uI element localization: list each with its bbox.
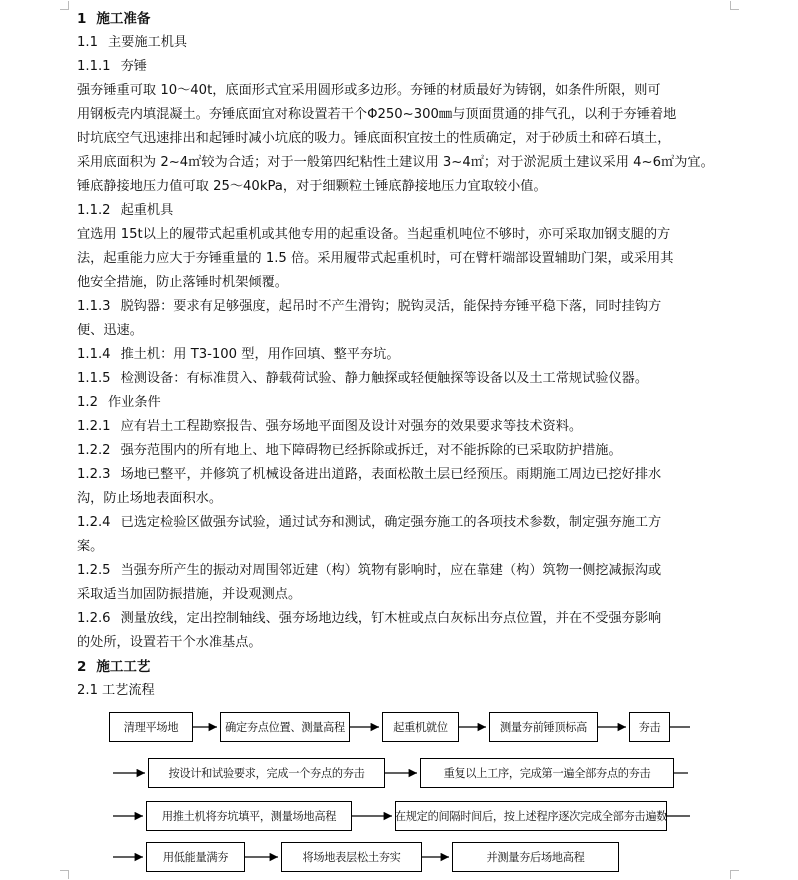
section-title: 施工准备 <box>96 11 151 27</box>
numbered-item <box>77 467 757 483</box>
paragraph-line: 采用底面积为 2~4㎡较为合适；对于一般第四纪粘性土建议用 3~4㎡；对于淤泥质土建议采用 4~6㎡为宜。 <box>77 155 714 170</box>
section-number: 1.2.6 <box>77 611 111 626</box>
section-number: 1.1.2 <box>77 203 111 218</box>
numbered-item <box>77 563 757 579</box>
flow-step-compact-surface: 将场地表层松土夯实 <box>281 842 422 872</box>
section-number: 1.1.3 <box>77 299 111 314</box>
page-corner-mark <box>60 1 69 10</box>
section-title: 夯锤 <box>120 59 147 74</box>
numbered-item <box>77 515 757 531</box>
numbered-item <box>77 419 757 435</box>
section-number: 1.2.1 <box>77 419 111 434</box>
item-text: 已选定检验区做强夯试验，通过试夯和测试，确定强夯施工的各项技术参数，制定强夯施工方 <box>120 515 662 530</box>
flow-step-complete-point: 按设计和试验要求，完成一个夯点的夯击 <box>148 758 385 788</box>
section-number: 1.1.1 <box>77 59 111 74</box>
page-corner-mark <box>730 1 739 10</box>
flow-step-all-passes: 在规定的间隔时间后，按上述程序逐次完成全部夯击遍数 <box>395 801 667 831</box>
section-title: 施工工艺 <box>96 659 151 675</box>
section-title: 起重机具 <box>120 203 174 218</box>
numbered-item <box>77 299 757 315</box>
item-text: 测量放线，定出控制轴线、强夯场地边线，钉木桩或点白灰标出夯点位置，并在不受强夯影响 <box>120 611 662 626</box>
subsection-heading <box>77 203 757 219</box>
item-text: 推土机：用 T3-100 型，用作回填、整平夯坑。 <box>120 347 400 362</box>
item-text: 检测设备：有标准贯入、静载荷试验、静力触探或轻便触探等设备以及土工常规试验仪器。 <box>120 371 649 386</box>
section-number: 1.2 <box>77 395 98 410</box>
section-title: 作业条件 <box>107 395 161 410</box>
section-number: 1.1.5 <box>77 371 111 386</box>
section-heading <box>77 11 757 27</box>
subsection-heading <box>77 59 757 75</box>
flow-step-fill-crater: 用推土机将夯坑填平，测量场地高程 <box>146 801 352 831</box>
item-text: 当强夯所产生的振动对周围邻近建（构）筑物有影响时，应在靠建（构）筑物一侧挖减振沟或 <box>120 563 662 578</box>
paragraph-line: 锤底静接地压力值可取 25～40kPa，对于细颗粒土锤底静接地压力宜取较小值。 <box>77 179 547 194</box>
flow-step-measure-top: 测量夯前锤顶标高 <box>489 712 598 742</box>
subsection-heading <box>77 395 757 411</box>
flow-step-measure-after: 并测量夯后场地高程 <box>452 842 619 872</box>
flow-step-clear-site: 清理平场地 <box>109 712 193 742</box>
paragraph-line: 强夯锤重可取 10～40t，底面形式宜采用圆形或多边形。夯锤的材质最好为铸钢，如条件所限，则可 <box>77 83 661 98</box>
paragraph-line: 法，起重能力应大于夯锤重量的 1.5 倍。采用履带式起重机时，可在臂杆端部设置辅助门架，或采用其 <box>77 251 674 266</box>
paragraph-line: 案。 <box>77 539 104 554</box>
subsection-heading <box>77 683 757 699</box>
paragraph-line: 时坑底空气迅速排出和起锤时减小坑底的吸力。锤底面积宜按土的性质确定，对于砂质土和碎石填土， <box>77 131 671 146</box>
paragraph-line: 沟，防止场地表面积水。 <box>77 491 223 506</box>
flow-step-tamp: 夯击 <box>629 712 670 742</box>
paragraph-line: 便、迅速。 <box>77 323 143 338</box>
paragraph-line: 他安全措施，防止落锤时机架倾覆。 <box>77 275 288 290</box>
section-number: 2.1 <box>77 683 98 698</box>
section-number: 1.2.2 <box>77 443 111 458</box>
item-text: 脱钩器：要求有足够强度，起吊时不产生滑钩；脱钩灵活，能保持夯锤平稳下落，同时挂钩方 <box>120 299 662 314</box>
item-text: 应有岩土工程勘察报告、强夯场地平面图及设计对强夯的效果要求等技术资料。 <box>120 419 583 434</box>
section-number: 1.2.4 <box>77 515 111 530</box>
section-number: 1 <box>77 11 87 27</box>
numbered-item <box>77 611 757 627</box>
numbered-item <box>77 443 757 459</box>
item-text: 强夯范围内的所有地上、地下障碍物已经拆除或拆迁，对不能拆除的已采取防护措施。 <box>120 443 622 458</box>
flow-step-low-energy: 用低能量满夯 <box>146 842 245 872</box>
section-heading <box>77 659 757 675</box>
numbered-item <box>77 347 757 363</box>
flow-step-crane-position: 起重机就位 <box>382 712 459 742</box>
section-number: 1.1 <box>77 35 98 50</box>
section-title: 工艺流程 <box>101 683 155 698</box>
paragraph-line: 宜选用 15t以上的履带式起重机或其他专用的起重设备。当起重机吨位不够时，亦可采取加钢支腿的方 <box>77 227 671 242</box>
section-title: 主要施工机具 <box>107 35 188 50</box>
paragraph-line: 的处所，设置若干个水准基点。 <box>77 635 262 650</box>
paragraph-line: 用钢板壳内填混凝土。夯锤底面宜对称设置若干个Φ250~300㎜与顶面贯通的排气孔，以利于夯锤着地 <box>77 107 677 122</box>
item-text: 场地已整平，并修筑了机械设备进出道路，表面松散土层已经预压。雨期施工周边已挖好排水 <box>120 467 662 482</box>
paragraph-line: 采取适当加固防振措施，并设观测点。 <box>77 587 302 602</box>
subsection-heading <box>77 35 757 51</box>
numbered-item <box>77 371 757 387</box>
section-number: 1.1.4 <box>77 347 111 362</box>
section-number: 1.2.5 <box>77 563 111 578</box>
section-number: 1.2.3 <box>77 467 111 482</box>
flow-step-repeat-pass: 重复以上工序，完成第一遍全部夯点的夯击 <box>420 758 674 788</box>
section-number: 2 <box>77 659 87 675</box>
flow-step-locate-points: 确定夯点位置、测量高程 <box>220 712 350 742</box>
